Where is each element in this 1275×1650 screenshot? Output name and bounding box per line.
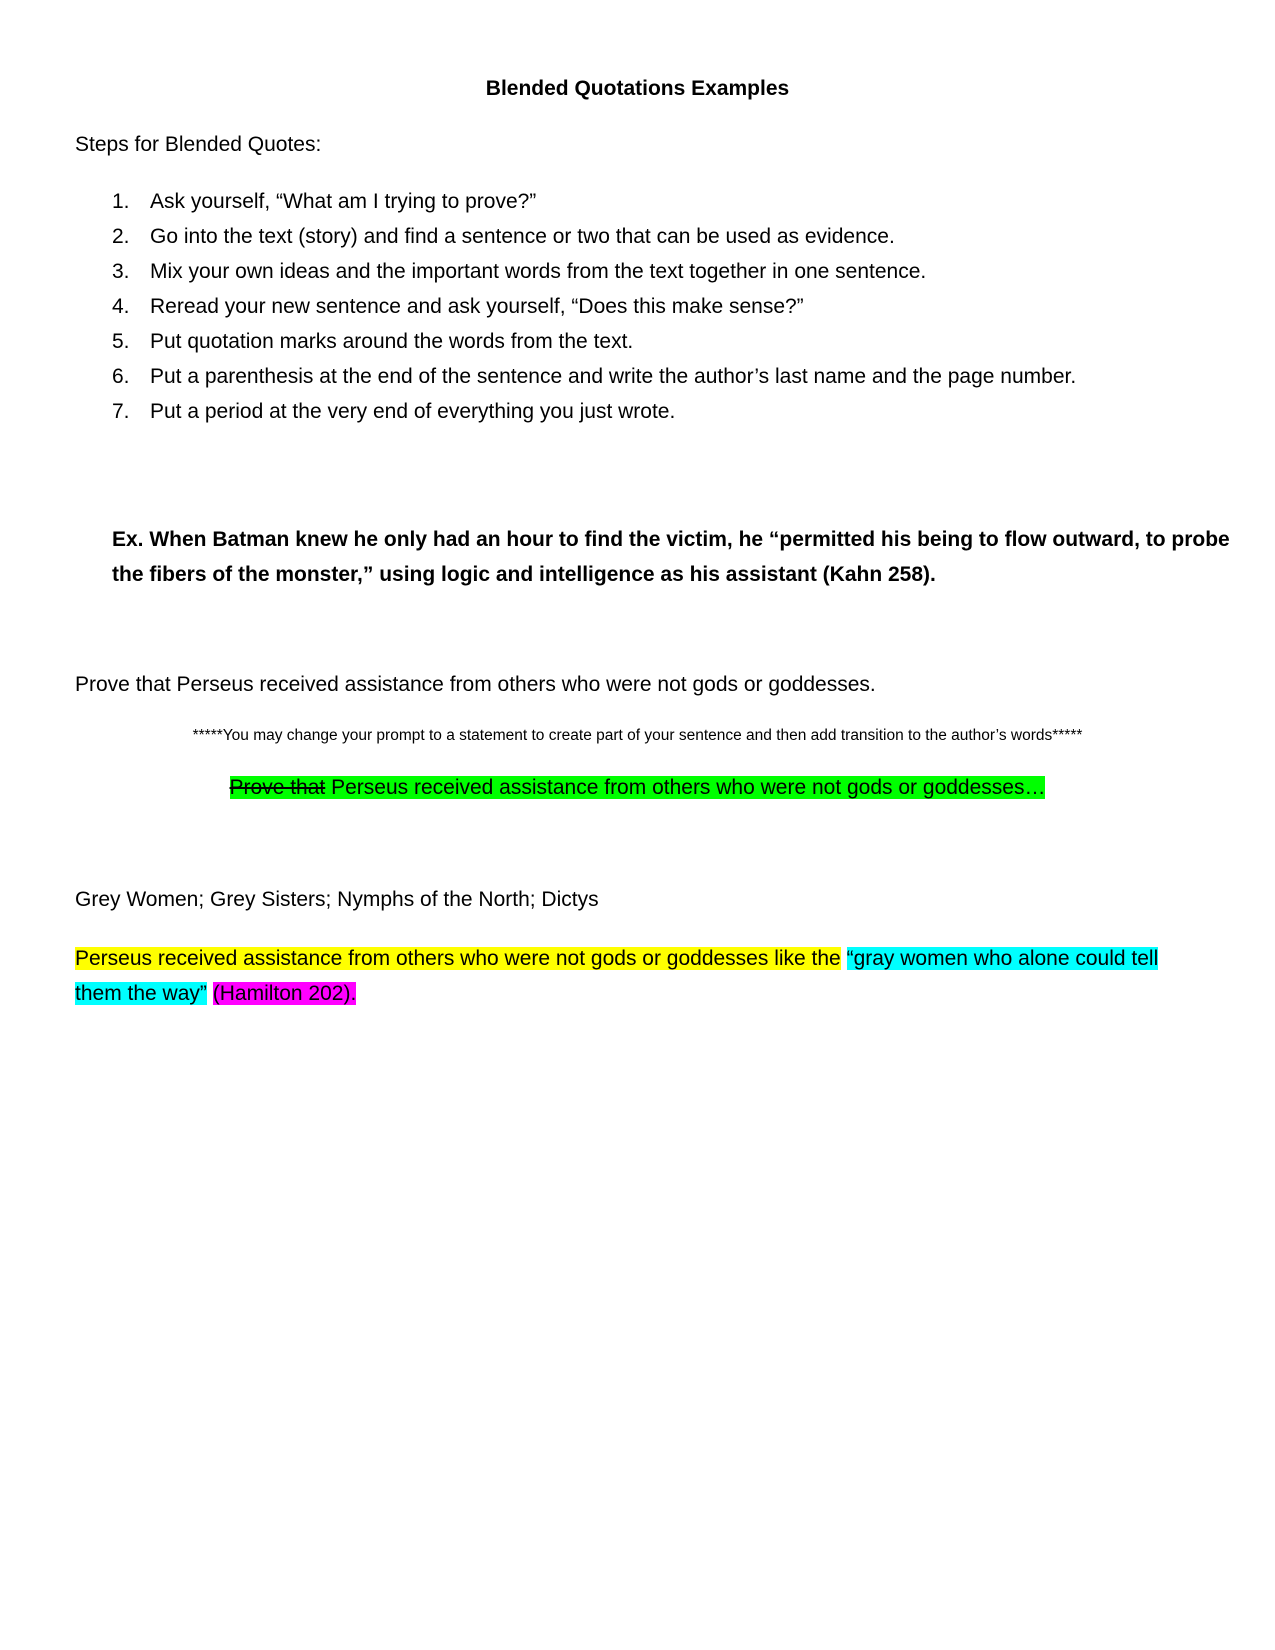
batman-example: Ex. When Batman knew he only had an hour to find the victim, he “permitted his being to flow outward, to probe the fibers of the monster,” using logic and intelligence as his assistant (Kahn 258). [112,528,1230,586]
step-number: 3. [112,260,130,283]
step-number: 5. [112,330,130,353]
prompt-text: Prove that Perseus received assistance from others who were not gods or goddesses. [75,673,876,696]
instruction-note: *****You may change your prompt to a statement to create part of your sentence and then add transition to the author’s words***** [192,727,1083,744]
step-text: Go into the text (story) and find a sentence or two that can be used as evidence. [150,225,895,248]
step-number: 7. [112,400,130,423]
steps-heading: Steps for Blended Quotes: [75,133,322,156]
document-title: Blended Quotations Examples [485,77,790,100]
citation-highlight: (Hamilton 202). [212,982,357,1005]
step-text: Put a parenthesis at the end of the sentence and write the author’s last name and the page number. [150,365,1077,388]
step-number: 1. [112,190,130,213]
claim-highlight: Perseus received assistance from others who were not gods or goddesses like the [75,947,841,970]
blended-quote-example [75,941,1195,1011]
step-text: Reread your new sentence and ask yourself, “Does this make sense?” [150,295,804,318]
step-text: Ask yourself, “What am I trying to prove?” [150,190,537,213]
restated-text: Perseus received assistance from others who were not gods or goddesses… [325,776,1046,799]
struck-text: Prove that [229,776,326,799]
step-number: 6. [112,365,130,388]
step-number: 4. [112,295,130,318]
restated-prompt [0,774,1275,802]
step-text: Put quotation marks around the words from the text. [150,330,634,353]
green-highlight [230,776,1046,799]
sources-list: Grey Women; Grey Sisters; Nymphs of the North; Dictys [75,888,599,911]
quote-highlight: “gray women who alone could tell them the way” [75,947,1159,1005]
step-number: 2. [112,225,130,248]
step-text: Put a period at the very end of everything you just wrote. [150,400,676,423]
step-text: Mix your own ideas and the important words from the text together in one sentence. [150,260,927,283]
